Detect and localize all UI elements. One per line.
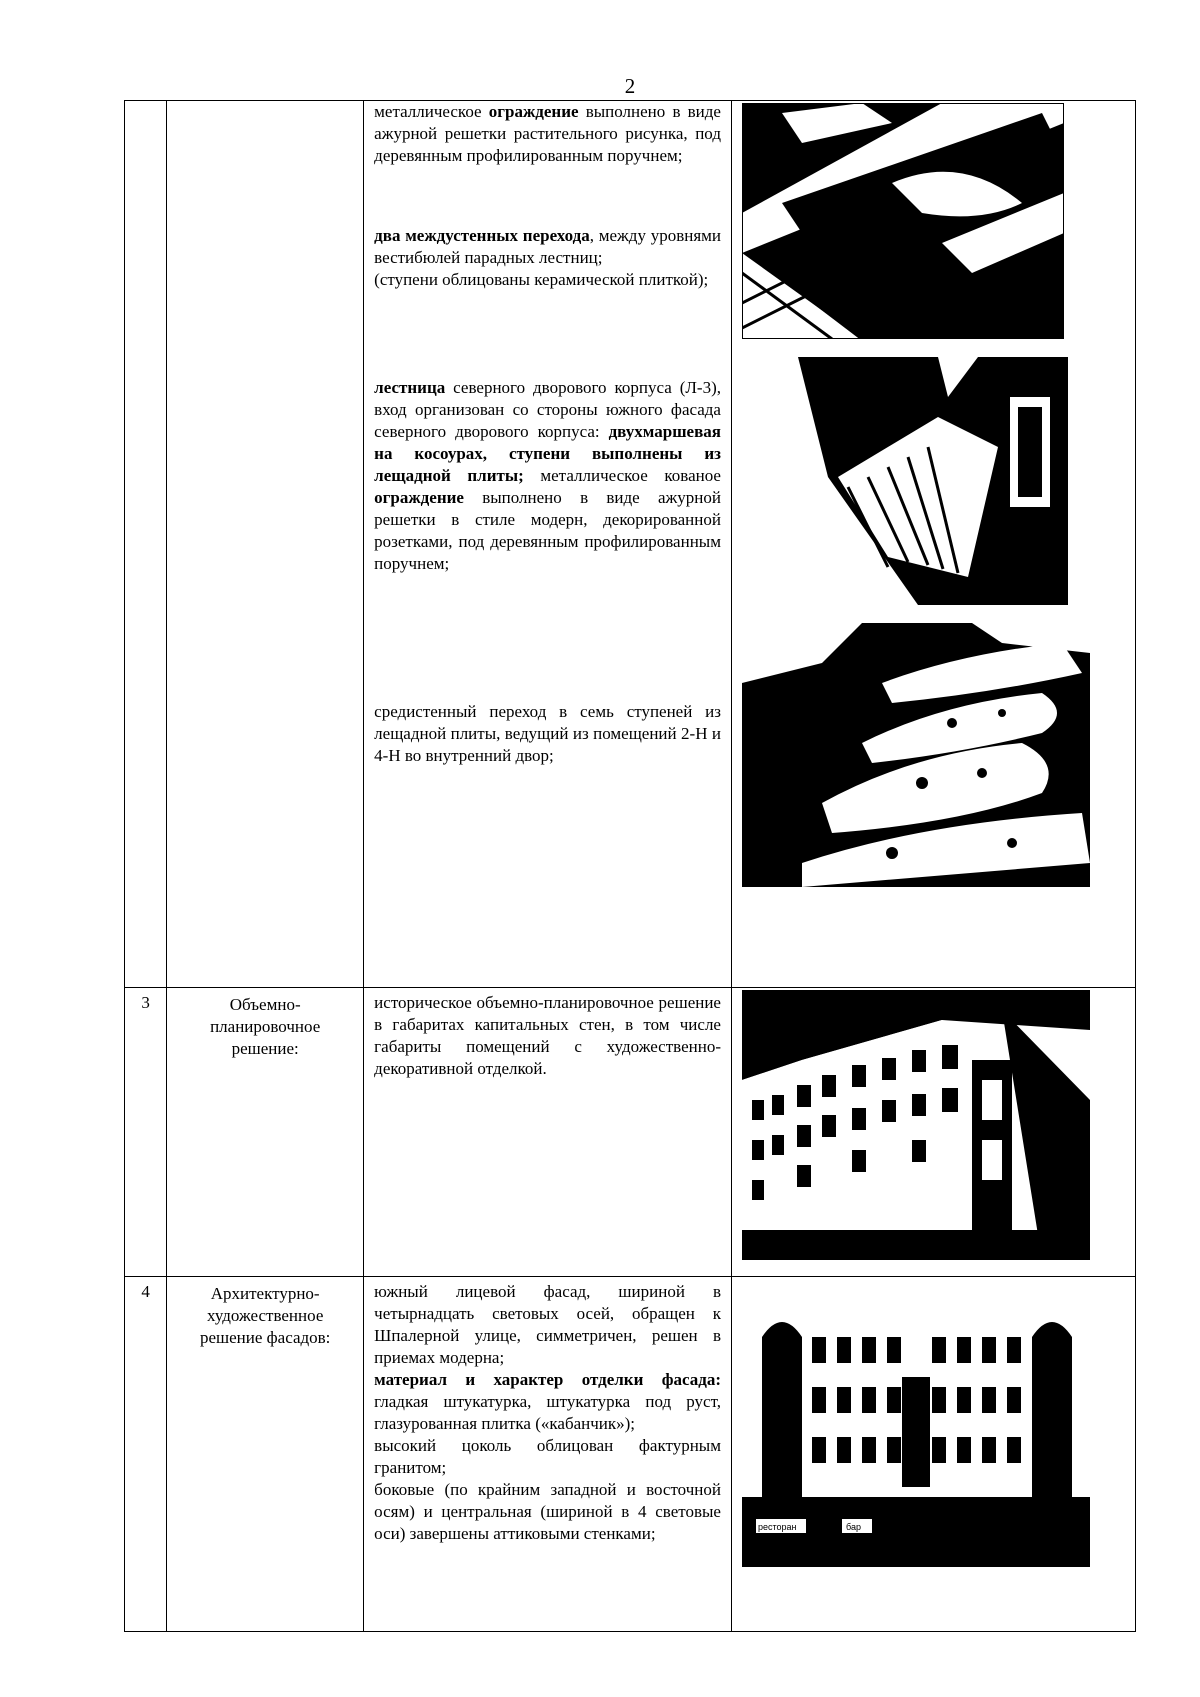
row-photo-cell [731, 101, 1135, 988]
paragraph-transition: средистенный переход в семь ступеней из лещадной плиты, ведущий из помещений 2-Н и 4-Н во внутренний двор; [374, 702, 721, 765]
sign-bar: бар [845, 1522, 861, 1532]
page-number: 2 [624, 74, 636, 98]
table-row [125, 988, 1136, 1277]
row-name-cell [167, 101, 364, 988]
paragraph-staircase: лестница северного дворового корпуса (Л-3), вход организован со стороны южного фасада северного дворового корпуса: двухмаршевая на косоурах, ступени выполнены из лещадной плиты; металлическое кованое ограждение выполнено в виде ажурной решетки в стиле модерн, декорированной розетками, под деревянным профилированным поручнем; [374, 378, 721, 573]
photo-building-perspective [742, 990, 1090, 1260]
paragraph: боковые (по крайним западной и восточной осям) и центральная (шириной в 4 световые оси) завершены аттиковыми стенками; [374, 1480, 721, 1543]
row-number-cell: 3 [125, 988, 167, 1277]
paragraph: материал и характер отделки фасада: гладкая штукатурка, штукатурка под руст, глазурованная плитка («кабанчик»); [374, 1370, 721, 1433]
row-description-cell [364, 101, 732, 988]
row-name-cell: Архитектурно-художественное решение фасадов: [167, 1277, 364, 1632]
photo-stone-steps [742, 623, 1090, 887]
row-description-cell [364, 1277, 732, 1632]
sign-restaurant: ресторан [757, 1522, 797, 1532]
row-number-cell: 4 [125, 1277, 167, 1632]
row-photo-cell [731, 988, 1135, 1277]
photo-staircase [738, 357, 1068, 605]
paragraph-fence: металлическое ограждение выполнено в виде ажурной решетки растительного рисунка, под деревянным профилированным поручнем; [374, 102, 721, 165]
paragraph: южный лицевой фасад, шириной в четырнадцать световых осей, обращен к Шпалерной улице, симметричен, решен в приемах модерна; [374, 1282, 721, 1367]
row-name-cell: Объемно-планировочное решение: [167, 988, 364, 1277]
paragraph: высокий цоколь облицован фактурным гранитом; [374, 1436, 721, 1477]
photo-facade [742, 1297, 1090, 1567]
photo-fence [742, 103, 1064, 339]
row-number-cell [125, 101, 167, 988]
paragraph: историческое объемно-планировочное решение в габаритах капитальных стен, в том числе габариты помещений с художественно-декоративной отделкой. [374, 993, 721, 1078]
monument-features-table [124, 100, 1136, 1632]
table-row [125, 1277, 1136, 1632]
row-photo-cell [731, 1277, 1135, 1632]
row-description-cell [364, 988, 732, 1277]
paragraph-passages: два междустенных перехода, между уровнями вестибюлей парадных лестниц; (ступени облицованы керамической плиткой); [374, 226, 721, 289]
table-row [125, 101, 1136, 988]
